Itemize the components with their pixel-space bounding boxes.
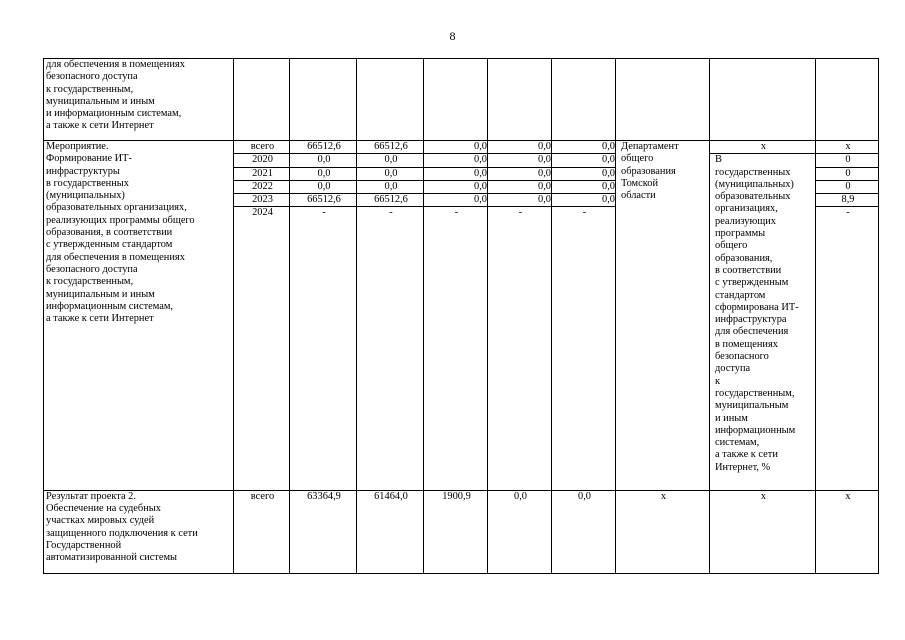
year-cell: 2024: [234, 207, 290, 220]
indicator-cell: x: [710, 490, 816, 573]
amount-cell: 0,0: [424, 194, 488, 207]
amount-cell: 0,0: [488, 167, 552, 180]
amount-cell: 0,0: [488, 490, 552, 573]
amount-cell: 0,0: [552, 490, 616, 573]
year-cell: всего: [234, 490, 290, 573]
amount-cell: 66512,6: [357, 141, 424, 154]
amount-cell: 0,0: [357, 154, 424, 167]
value-cell: 0: [816, 167, 879, 180]
value-cell: 0: [816, 180, 879, 193]
result-description: Результат проекта 2. Обеспечение на судебных участках мировых судей защищенного подключения к сети Государственной автоматизированной системы: [44, 490, 234, 573]
amount-cell: 0,0: [488, 194, 552, 207]
amount-cell: 66512,6: [290, 141, 357, 154]
amount-cell: -: [290, 207, 357, 220]
year-cell: 2020: [234, 154, 290, 167]
amount-cell: 0,0: [290, 180, 357, 193]
value-cell: x: [816, 141, 879, 154]
amount-cell: 0,0: [290, 154, 357, 167]
amount-cell: 0,0: [424, 141, 488, 154]
amount-cell: 66512,6: [357, 194, 424, 207]
indicator-header-cell: x: [710, 141, 816, 154]
amount-cell: 0,0: [488, 141, 552, 154]
amount-cell: 66512,6: [290, 194, 357, 207]
value-cell: -: [816, 207, 879, 220]
value-cell: x: [816, 490, 879, 573]
executor-cell: Департамент общего образования Томской области: [616, 141, 710, 491]
table-row: [44, 141, 879, 154]
budget-table: [43, 58, 879, 574]
year-cell: всего: [234, 141, 290, 154]
amount-cell: -: [424, 207, 488, 220]
amount-cell: -: [552, 207, 616, 220]
executor-cell: x: [616, 490, 710, 573]
table-row: [44, 490, 879, 573]
amount-cell: -: [488, 207, 552, 220]
amount-cell: 0,0: [424, 180, 488, 193]
amount-cell: 0,0: [357, 167, 424, 180]
indicator-text-cell: В государственных (муниципальных) образовательных организациях, реализующих программы общего образования, в соответствии с утвержденным стандартом сформирована ИТ- инфраструктура для обеспечения в помещениях безопасного доступа к государственным, муниципальным и иным информационным системам, а также к сети Интернет, %: [710, 154, 816, 490]
amount-cell: 0,0: [424, 167, 488, 180]
value-cell: 0: [816, 154, 879, 167]
year-cell: 2023: [234, 194, 290, 207]
amount-cell: 0,0: [552, 194, 616, 207]
row-description: для обеспечения в помещениях безопасного доступа к государственным, муниципальным и иным и информационным системам, а также к сети Интернет: [44, 59, 234, 141]
amount-cell: 0,0: [552, 141, 616, 154]
amount-cell: 0,0: [552, 154, 616, 167]
amount-cell: 0,0: [424, 154, 488, 167]
amount-cell: 1900,9: [424, 490, 488, 573]
amount-cell: 0,0: [488, 180, 552, 193]
amount-cell: 63364,9: [290, 490, 357, 573]
amount-cell: 0,0: [552, 167, 616, 180]
year-cell: 2022: [234, 180, 290, 193]
table-row: [44, 59, 879, 141]
amount-cell: 0,0: [290, 167, 357, 180]
page-number: 8: [449, 29, 456, 43]
amount-cell: 61464,0: [357, 490, 424, 573]
value-cell: 8,9: [816, 194, 879, 207]
year-cell: 2021: [234, 167, 290, 180]
amount-cell: -: [357, 207, 424, 220]
amount-cell: 0,0: [488, 154, 552, 167]
amount-cell: 0,0: [552, 180, 616, 193]
measure-description: Мероприятие. Формирование ИТ- инфраструктуры в государственных (муниципальных) образовательных организациях, реализующих программы общего образования, в соответствии с утвержденным стандартом для обеспечения в помещениях безопасного доступа к государственным, муниципальным и иным информационным системам, а также к сети Интернет: [44, 141, 234, 491]
amount-cell: 0,0: [357, 180, 424, 193]
